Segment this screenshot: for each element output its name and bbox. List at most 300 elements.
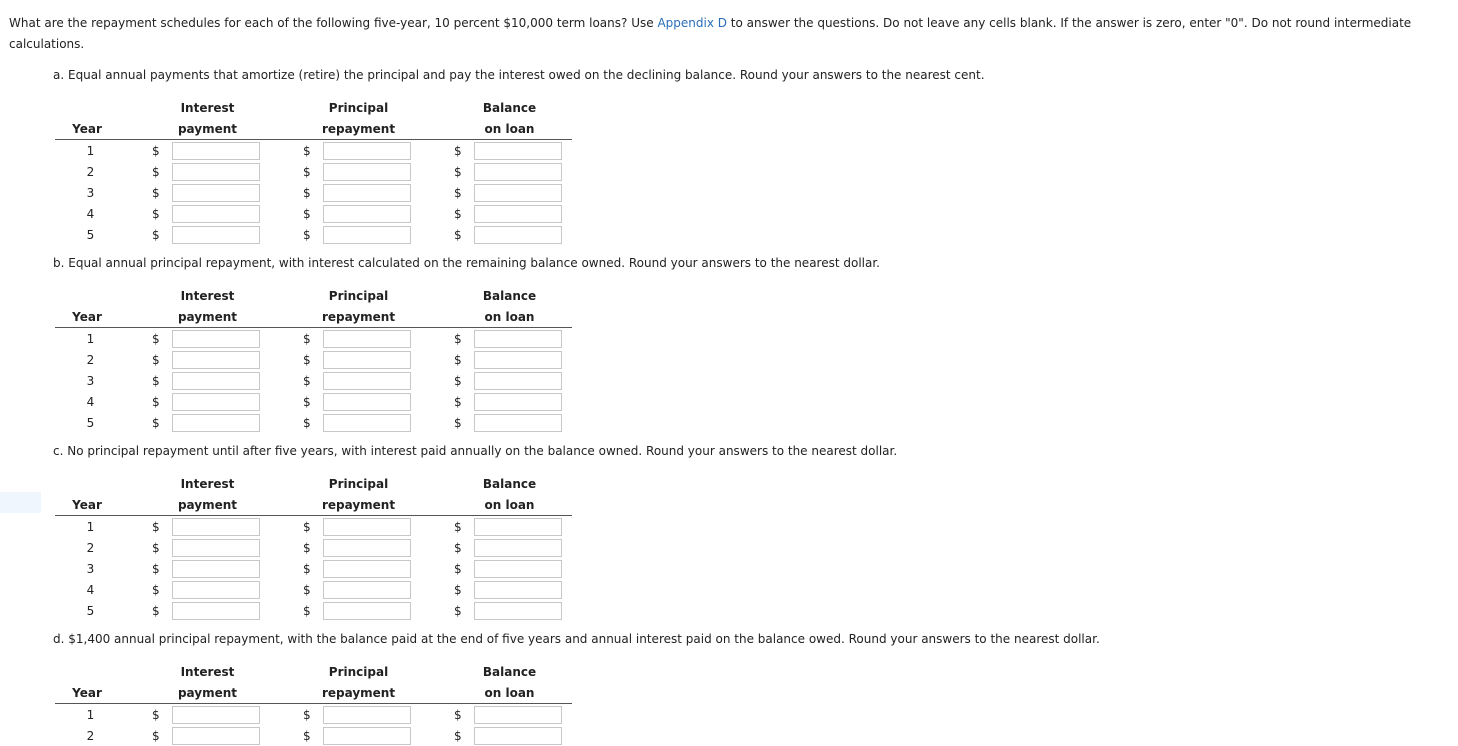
row-spacer xyxy=(270,391,296,412)
year-cell: 4 xyxy=(86,582,95,597)
interest-header-top: Interest xyxy=(180,288,235,303)
header-spacer xyxy=(55,285,119,306)
row-spacer xyxy=(421,328,447,350)
principal-cell xyxy=(323,516,421,538)
header-spacer xyxy=(421,682,447,704)
interest-payment-input[interactable] xyxy=(172,706,260,724)
balance-cell xyxy=(474,161,572,182)
header-spacer xyxy=(119,473,145,494)
row-spacer xyxy=(270,704,296,726)
year-cell: 1 xyxy=(86,519,95,534)
balance-cell xyxy=(474,391,572,412)
balance-cell xyxy=(474,349,572,370)
dollar-sign: $ xyxy=(303,394,311,409)
principal-header-bottom: repayment xyxy=(296,494,421,516)
year-cell: 2 xyxy=(86,540,95,555)
table-row xyxy=(55,704,572,726)
dollar-sign: $ xyxy=(454,164,462,179)
dollar-sign: $ xyxy=(152,143,160,158)
balance-header-bottom: on loan xyxy=(447,494,572,516)
interest-payment-input[interactable] xyxy=(172,602,260,620)
header-spacer xyxy=(270,306,296,328)
principal-cell xyxy=(323,370,421,391)
balance-header-bottom: on loan xyxy=(447,682,572,704)
interest-payment-input[interactable] xyxy=(172,518,260,536)
interest-cell xyxy=(172,558,270,579)
dollar-sign: $ xyxy=(152,540,160,555)
row-spacer xyxy=(119,203,145,224)
part-b-schedule-table xyxy=(55,285,572,433)
header-spacer xyxy=(270,682,296,704)
principal-cell xyxy=(323,600,421,621)
table-row xyxy=(55,600,572,621)
row-spacer xyxy=(421,161,447,182)
interest-cell xyxy=(172,600,270,621)
balance-on-loan-input[interactable] xyxy=(474,372,562,390)
table-row xyxy=(55,516,572,538)
interest-header-bottom: payment xyxy=(145,494,270,516)
principal-repayment-input[interactable] xyxy=(323,560,411,578)
interest-payment-input[interactable] xyxy=(172,539,260,557)
balance-header-top: Balance xyxy=(482,288,537,303)
balance-cell xyxy=(474,140,572,162)
principal-header-top: Principal xyxy=(328,100,389,115)
row-spacer xyxy=(119,182,145,203)
row-spacer xyxy=(421,537,447,558)
row-spacer xyxy=(421,704,447,726)
principal-repayment-input[interactable] xyxy=(323,539,411,557)
dollar-sign: $ xyxy=(152,415,160,430)
balance-cell xyxy=(474,600,572,621)
interest-payment-input[interactable] xyxy=(172,393,260,411)
dollar-sign: $ xyxy=(303,206,311,221)
row-spacer xyxy=(421,349,447,370)
principal-repayment-input[interactable] xyxy=(323,372,411,390)
year-cell: 1 xyxy=(86,707,95,722)
dollar-sign: $ xyxy=(454,415,462,430)
interest-payment-input[interactable] xyxy=(172,414,260,432)
dollar-sign: $ xyxy=(454,143,462,158)
interest-cell xyxy=(172,370,270,391)
interest-cell xyxy=(172,161,270,182)
principal-repayment-input[interactable] xyxy=(323,205,411,223)
year-cell: 2 xyxy=(86,728,95,743)
balance-on-loan-input[interactable] xyxy=(474,706,562,724)
balance-on-loan-input[interactable] xyxy=(474,205,562,223)
dollar-sign: $ xyxy=(152,331,160,346)
header-spacer xyxy=(119,682,145,704)
row-spacer xyxy=(421,182,447,203)
year-header: Year xyxy=(55,306,119,328)
interest-cell xyxy=(172,203,270,224)
row-spacer xyxy=(119,370,145,391)
interest-cell xyxy=(172,391,270,412)
row-spacer xyxy=(421,516,447,538)
dollar-sign: $ xyxy=(454,206,462,221)
principal-repayment-input[interactable] xyxy=(323,414,411,432)
question-text-end: to answer the questions. Do not leave any cells blank. If the answer is zero, enter "0". Do not round intermediate calculations. xyxy=(9,16,1412,51)
header-spacer xyxy=(119,285,145,306)
interest-header-bottom: payment xyxy=(145,306,270,328)
interest-payment-input[interactable] xyxy=(172,372,260,390)
balance-on-loan-input[interactable] xyxy=(474,184,562,202)
interest-cell xyxy=(172,537,270,558)
interest-payment-input[interactable] xyxy=(172,727,260,745)
dollar-sign: $ xyxy=(303,227,311,242)
header-spacer xyxy=(270,285,296,306)
interest-cell xyxy=(172,182,270,203)
row-spacer xyxy=(270,537,296,558)
dollar-sign: $ xyxy=(303,707,311,722)
row-spacer xyxy=(270,328,296,350)
dollar-sign: $ xyxy=(454,331,462,346)
principal-repayment-input[interactable] xyxy=(323,393,411,411)
dollar-sign: $ xyxy=(152,728,160,743)
balance-cell xyxy=(474,725,572,746)
interest-cell xyxy=(172,516,270,538)
header-spacer xyxy=(421,285,447,306)
balance-header-bottom: on loan xyxy=(447,306,572,328)
row-spacer xyxy=(421,579,447,600)
header-spacer xyxy=(270,118,296,140)
table-row xyxy=(55,328,572,350)
principal-cell xyxy=(323,203,421,224)
header-spacer xyxy=(55,473,119,494)
interest-payment-input[interactable] xyxy=(172,351,260,369)
interest-cell xyxy=(172,704,270,726)
year-cell: 1 xyxy=(86,331,95,346)
dollar-sign: $ xyxy=(454,561,462,576)
year-cell: 2 xyxy=(86,164,95,179)
row-spacer xyxy=(270,558,296,579)
interest-header-top: Interest xyxy=(180,664,235,679)
principal-cell xyxy=(323,224,421,245)
row-highlight xyxy=(0,492,41,513)
dollar-sign: $ xyxy=(152,561,160,576)
balance-header-top: Balance xyxy=(482,100,537,115)
balance-cell xyxy=(474,558,572,579)
row-spacer xyxy=(119,537,145,558)
table-row xyxy=(55,537,572,558)
balance-on-loan-input[interactable] xyxy=(474,602,562,620)
table-row xyxy=(55,579,572,600)
row-spacer xyxy=(119,412,145,433)
balance-cell xyxy=(474,224,572,245)
row-spacer xyxy=(119,704,145,726)
year-cell: 1 xyxy=(86,143,95,158)
dollar-sign: $ xyxy=(152,519,160,534)
dollar-sign: $ xyxy=(303,373,311,388)
row-spacer xyxy=(270,516,296,538)
appendix-d-link[interactable]: Appendix D xyxy=(657,16,727,30)
dollar-sign: $ xyxy=(303,519,311,534)
interest-cell xyxy=(172,349,270,370)
header-spacer xyxy=(270,661,296,682)
principal-header-top: Principal xyxy=(328,664,389,679)
header-spacer xyxy=(119,661,145,682)
dollar-sign: $ xyxy=(454,519,462,534)
principal-cell xyxy=(323,328,421,350)
principal-cell xyxy=(323,412,421,433)
interest-cell xyxy=(172,412,270,433)
row-spacer xyxy=(119,579,145,600)
dollar-sign: $ xyxy=(303,352,311,367)
balance-cell xyxy=(474,182,572,203)
header-spacer xyxy=(270,473,296,494)
principal-repayment-input[interactable] xyxy=(323,184,411,202)
interest-header-top: Interest xyxy=(180,476,235,491)
dollar-sign: $ xyxy=(303,728,311,743)
year-header: Year xyxy=(55,118,119,140)
dollar-sign: $ xyxy=(454,707,462,722)
interest-payment-input[interactable] xyxy=(172,226,260,244)
year-header: Year xyxy=(55,682,119,704)
header-spacer xyxy=(119,494,145,516)
balance-on-loan-input[interactable] xyxy=(474,351,562,369)
principal-repayment-input[interactable] xyxy=(323,602,411,620)
principal-repayment-input[interactable] xyxy=(323,163,411,181)
principal-cell xyxy=(323,349,421,370)
dollar-sign: $ xyxy=(152,394,160,409)
year-cell: 5 xyxy=(86,415,95,430)
year-cell: 5 xyxy=(86,227,95,242)
balance-on-loan-input[interactable] xyxy=(474,414,562,432)
header-spacer xyxy=(270,97,296,118)
row-spacer xyxy=(421,558,447,579)
row-spacer xyxy=(270,161,296,182)
principal-repayment-input[interactable] xyxy=(323,351,411,369)
table-row xyxy=(55,349,572,370)
part-b-prompt: b. Equal annual principal repayment, with interest calculated on the remaining balance owned. Round your answers to the nearest dollar. xyxy=(53,256,880,270)
principal-cell xyxy=(323,161,421,182)
interest-payment-input[interactable] xyxy=(172,560,260,578)
header-spacer xyxy=(270,494,296,516)
row-spacer xyxy=(421,600,447,621)
dollar-sign: $ xyxy=(454,185,462,200)
header-spacer xyxy=(421,97,447,118)
part-d-prompt: d. $1,400 annual principal repayment, with the balance paid at the end of five years and annual interest paid on the balance owed. Round your answers to the nearest dollar. xyxy=(53,632,1100,646)
year-cell: 4 xyxy=(86,206,95,221)
interest-header-top: Interest xyxy=(180,100,235,115)
table-row xyxy=(55,182,572,203)
row-spacer xyxy=(119,558,145,579)
balance-on-loan-input[interactable] xyxy=(474,560,562,578)
dollar-sign: $ xyxy=(454,603,462,618)
principal-header-bottom: repayment xyxy=(296,118,421,140)
row-spacer xyxy=(270,182,296,203)
dollar-sign: $ xyxy=(454,373,462,388)
balance-on-loan-input[interactable] xyxy=(474,727,562,745)
balance-on-loan-input[interactable] xyxy=(474,142,562,160)
interest-payment-input[interactable] xyxy=(172,330,260,348)
question-text-start: What are the repayment schedules for each of the following five-year, 10 percent $10,000 term loans? Use xyxy=(9,16,658,30)
balance-on-loan-input[interactable] xyxy=(474,393,562,411)
balance-on-loan-input[interactable] xyxy=(474,330,562,348)
row-spacer xyxy=(119,391,145,412)
principal-header-bottom: repayment xyxy=(296,682,421,704)
row-spacer xyxy=(421,140,447,162)
interest-cell xyxy=(172,328,270,350)
header-spacer xyxy=(55,661,119,682)
dollar-sign: $ xyxy=(303,540,311,555)
dollar-sign: $ xyxy=(152,164,160,179)
dollar-sign: $ xyxy=(303,164,311,179)
year-cell: 4 xyxy=(86,394,95,409)
interest-cell xyxy=(172,140,270,162)
balance-cell xyxy=(474,412,572,433)
part-a-schedule-table xyxy=(55,97,572,245)
row-spacer xyxy=(421,370,447,391)
interest-payment-input[interactable] xyxy=(172,581,260,599)
principal-repayment-input[interactable] xyxy=(323,330,411,348)
dollar-sign: $ xyxy=(152,373,160,388)
year-cell: 3 xyxy=(86,185,95,200)
principal-repayment-input[interactable] xyxy=(323,581,411,599)
row-spacer xyxy=(270,579,296,600)
balance-on-loan-input[interactable] xyxy=(474,581,562,599)
table-row xyxy=(55,412,572,433)
principal-repayment-input[interactable] xyxy=(323,142,411,160)
dollar-sign: $ xyxy=(303,185,311,200)
dollar-sign: $ xyxy=(152,603,160,618)
dollar-sign: $ xyxy=(454,352,462,367)
dollar-sign: $ xyxy=(303,331,311,346)
dollar-sign: $ xyxy=(303,415,311,430)
row-spacer xyxy=(270,140,296,162)
balance-on-loan-input[interactable] xyxy=(474,163,562,181)
row-spacer xyxy=(119,140,145,162)
year-cell: 3 xyxy=(86,561,95,576)
balance-header-top: Balance xyxy=(482,664,537,679)
dollar-sign: $ xyxy=(303,582,311,597)
year-header: Year xyxy=(55,494,119,516)
header-spacer xyxy=(55,97,119,118)
row-spacer xyxy=(119,224,145,245)
principal-cell xyxy=(323,391,421,412)
dollar-sign: $ xyxy=(454,227,462,242)
row-spacer xyxy=(119,161,145,182)
principal-header-bottom: repayment xyxy=(296,306,421,328)
row-spacer xyxy=(421,391,447,412)
principal-repayment-input[interactable] xyxy=(323,518,411,536)
balance-on-loan-input[interactable] xyxy=(474,226,562,244)
dollar-sign: $ xyxy=(454,582,462,597)
interest-payment-input[interactable] xyxy=(172,163,260,181)
dollar-sign: $ xyxy=(454,540,462,555)
part-c-schedule-table xyxy=(55,473,572,621)
principal-cell xyxy=(323,558,421,579)
question-text xyxy=(9,13,1444,55)
row-spacer xyxy=(270,600,296,621)
balance-cell xyxy=(474,516,572,538)
table-row xyxy=(55,370,572,391)
table-row xyxy=(55,203,572,224)
header-spacer xyxy=(119,118,145,140)
interest-header-bottom: payment xyxy=(145,118,270,140)
header-spacer xyxy=(421,473,447,494)
interest-payment-input[interactable] xyxy=(172,205,260,223)
principal-cell xyxy=(323,579,421,600)
dollar-sign: $ xyxy=(303,603,311,618)
row-spacer xyxy=(270,203,296,224)
year-cell: 3 xyxy=(86,373,95,388)
row-spacer xyxy=(119,328,145,350)
principal-header-top: Principal xyxy=(328,288,389,303)
row-spacer xyxy=(421,203,447,224)
interest-cell xyxy=(172,579,270,600)
dollar-sign: $ xyxy=(454,394,462,409)
principal-cell xyxy=(323,537,421,558)
dollar-sign: $ xyxy=(303,143,311,158)
header-spacer xyxy=(119,306,145,328)
row-spacer xyxy=(270,370,296,391)
row-spacer xyxy=(270,725,296,746)
dollar-sign: $ xyxy=(152,582,160,597)
interest-cell xyxy=(172,725,270,746)
balance-cell xyxy=(474,579,572,600)
balance-cell xyxy=(474,370,572,391)
principal-cell xyxy=(323,140,421,162)
principal-cell xyxy=(323,725,421,746)
row-spacer xyxy=(119,600,145,621)
table-row xyxy=(55,725,572,746)
row-spacer xyxy=(270,224,296,245)
dollar-sign: $ xyxy=(152,707,160,722)
balance-cell xyxy=(474,328,572,350)
principal-header-top: Principal xyxy=(328,476,389,491)
principal-repayment-input[interactable] xyxy=(323,226,411,244)
dollar-sign: $ xyxy=(152,352,160,367)
balance-cell xyxy=(474,704,572,726)
header-spacer xyxy=(421,494,447,516)
dollar-sign: $ xyxy=(152,206,160,221)
row-spacer xyxy=(270,349,296,370)
row-spacer xyxy=(119,516,145,538)
table-row xyxy=(55,224,572,245)
header-spacer xyxy=(119,97,145,118)
part-a-prompt: a. Equal annual payments that amortize (retire) the principal and pay the interest owed on the declining balance. Round your answers to the nearest cent. xyxy=(53,68,985,82)
table-row xyxy=(55,140,572,162)
dollar-sign: $ xyxy=(152,227,160,242)
year-cell: 5 xyxy=(86,603,95,618)
table-row xyxy=(55,161,572,182)
part-d-schedule-table xyxy=(55,661,572,746)
balance-cell xyxy=(474,203,572,224)
dollar-sign: $ xyxy=(152,185,160,200)
row-spacer xyxy=(270,412,296,433)
principal-cell xyxy=(323,182,421,203)
principal-cell xyxy=(323,704,421,726)
table-row xyxy=(55,558,572,579)
header-spacer xyxy=(421,118,447,140)
row-spacer xyxy=(421,224,447,245)
header-spacer xyxy=(421,306,447,328)
row-spacer xyxy=(421,412,447,433)
principal-repayment-input[interactable] xyxy=(323,706,411,724)
interest-payment-input[interactable] xyxy=(172,184,260,202)
interest-header-bottom: payment xyxy=(145,682,270,704)
balance-header-bottom: on loan xyxy=(447,118,572,140)
row-spacer xyxy=(421,725,447,746)
balance-on-loan-input[interactable] xyxy=(474,539,562,557)
balance-on-loan-input[interactable] xyxy=(474,518,562,536)
balance-cell xyxy=(474,537,572,558)
dollar-sign: $ xyxy=(303,561,311,576)
interest-payment-input[interactable] xyxy=(172,142,260,160)
balance-header-top: Balance xyxy=(482,476,537,491)
interest-cell xyxy=(172,224,270,245)
principal-repayment-input[interactable] xyxy=(323,727,411,745)
